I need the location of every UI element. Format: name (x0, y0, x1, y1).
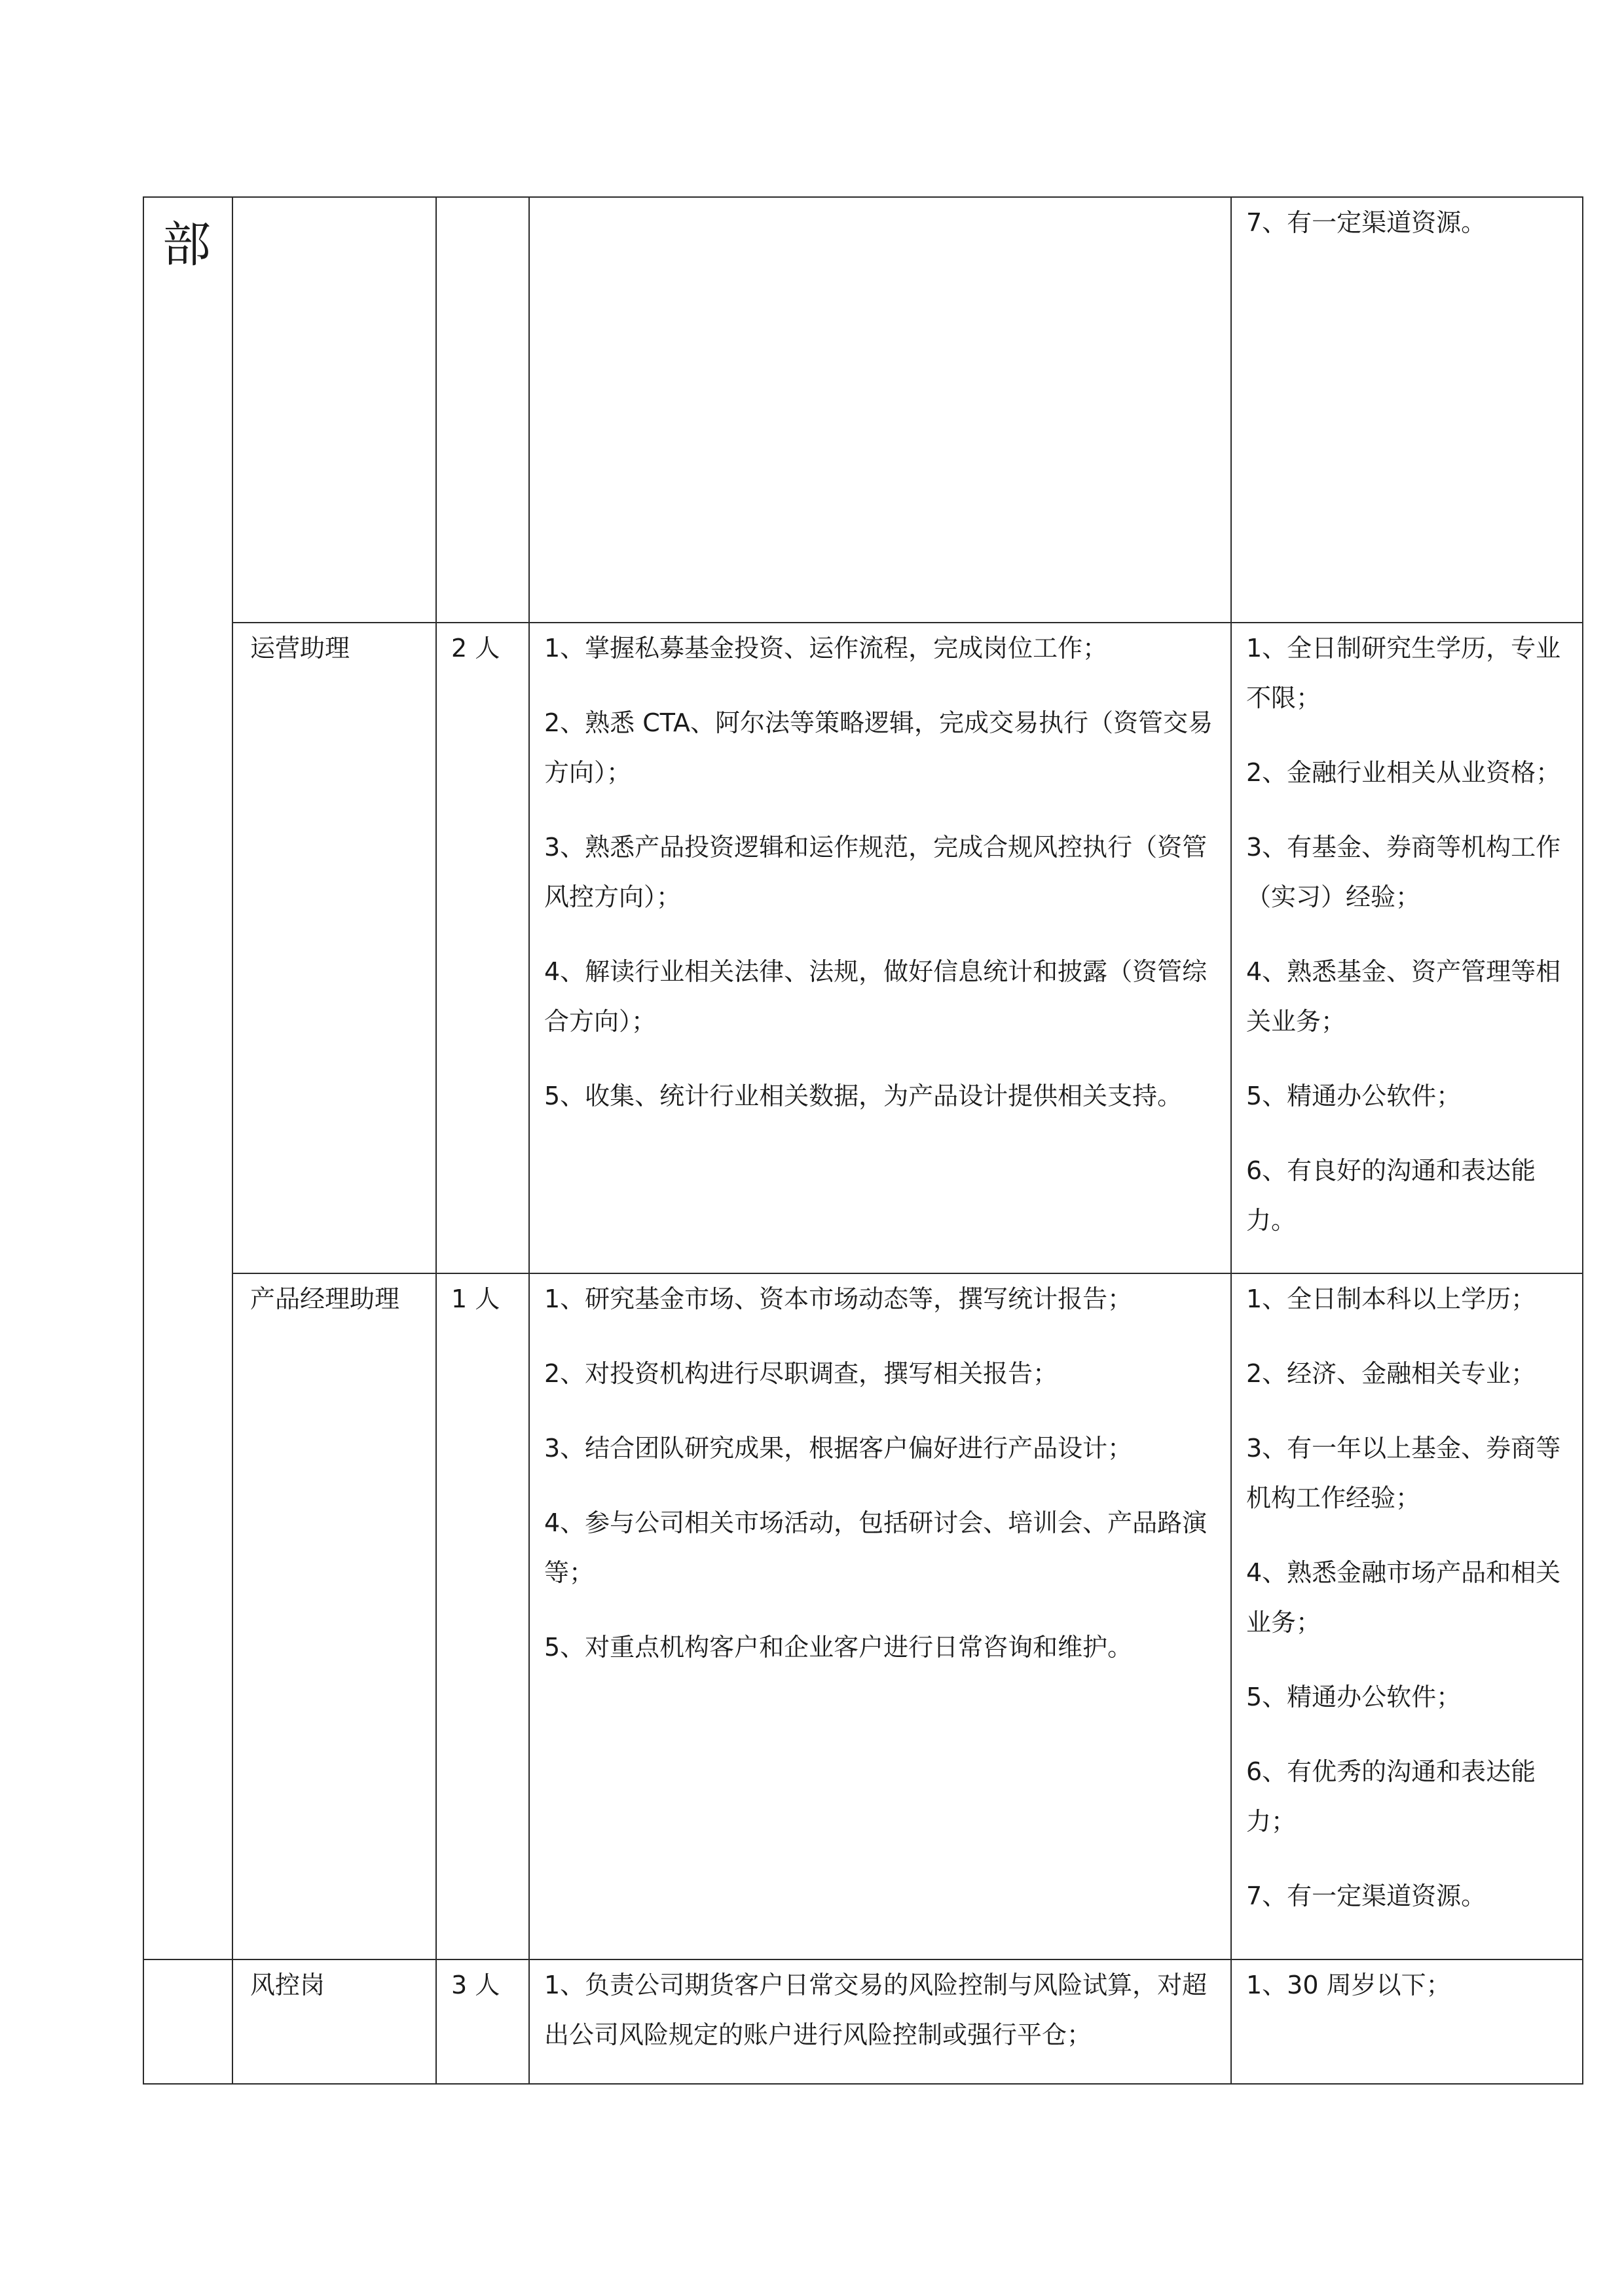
department-cell (143, 1959, 232, 2084)
headcount: 2 人 (451, 634, 500, 663)
requirement-item: 2、金融行业相关从业资格； (1246, 758, 1561, 787)
duty-item: 1、研究基金市场、资本市场动态等，撰写统计报告； (544, 1285, 1133, 1313)
requirement-item: 7、有一定渠道资源。 (1246, 1882, 1486, 1910)
table-row (143, 623, 1583, 1273)
duty-item: 4、参与公司相关市场活动，包括研讨会、培训会、产品路演等； (544, 1508, 1208, 1587)
headcount: 1 人 (451, 1285, 500, 1313)
table-row (143, 1959, 1583, 2084)
requirement-item: 5、精通办公软件； (1246, 1683, 1462, 1711)
requirement-item: 1、全日制研究生学历，专业不限； (1246, 634, 1561, 712)
duty-item: 1、掌握私募基金投资、运作流程，完成岗位工作； (544, 634, 1108, 663)
duties-cell (529, 197, 1231, 623)
requirement-item: 6、有优秀的沟通和表达能力； (1246, 1757, 1536, 1836)
position-cell (232, 623, 436, 1273)
count-cell (436, 1959, 529, 2084)
requirements-cell (1231, 623, 1583, 1273)
count-cell (436, 1273, 529, 1959)
requirement-item: 1、全日制本科以上学历； (1246, 1285, 1536, 1313)
requirement-item: 6、有良好的沟通和表达能力。 (1246, 1156, 1536, 1235)
position-cell (232, 1959, 436, 2084)
requirements-cell (1231, 197, 1583, 623)
duty-item: 4、解读行业相关法律、法规，做好信息统计和披露（资管综合方向）； (544, 957, 1208, 1036)
duty-item: 2、熟悉 CTA、阿尔法等策略逻辑，完成交易执行（资管交易方向）； (544, 708, 1213, 787)
requirement-item: 3、有一年以上基金、券商等机构工作经验； (1246, 1434, 1561, 1512)
table-row (143, 1273, 1583, 1959)
position-title: 运营助理 (250, 634, 350, 663)
count-cell (436, 197, 529, 623)
duty-item: 3、结合团队研究成果，根据客户偏好进行产品设计； (544, 1434, 1133, 1463)
duty-item: 1、负责公司期货客户日常交易的风险控制与风险试算，对超出公司风险规定的账户进行风险控制或强行平仓； (544, 1971, 1208, 2049)
duty-item: 5、收集、统计行业相关数据，为产品设计提供相关支持。 (544, 1082, 1183, 1110)
duties-cell (529, 1273, 1231, 1959)
job-table (143, 196, 1583, 2085)
requirements-cell (1231, 1273, 1583, 1959)
duty-item: 5、对重点机构客户和企业客户进行日常咨询和维护。 (544, 1633, 1133, 1662)
requirement-item: 3、有基金、券商等机构工作（实习）经验； (1246, 833, 1561, 911)
requirement-item: 1、30 周岁以下； (1246, 1971, 1451, 1999)
headcount: 3 人 (451, 1971, 500, 1999)
requirements-cell (1231, 1959, 1583, 2084)
department-label: 部 (162, 217, 211, 273)
duty-item: 2、对投资机构进行尽职调查，撰写相关报告； (544, 1359, 1058, 1388)
position-cell (232, 197, 436, 623)
position-title: 产品经理助理 (250, 1285, 400, 1313)
requirement-item: 2、经济、金融相关专业； (1246, 1359, 1536, 1388)
requirement-item: 7、有一定渠道资源。 (1246, 208, 1486, 237)
duties-cell (529, 623, 1231, 1273)
requirement-item: 5、精通办公软件； (1246, 1082, 1462, 1110)
duties-cell (529, 1959, 1231, 2084)
position-cell (232, 1273, 436, 1959)
department-cell (143, 197, 232, 1959)
count-cell (436, 623, 529, 1273)
requirement-item: 4、熟悉基金、资产管理等相关业务； (1246, 957, 1561, 1036)
table-row (143, 197, 1583, 623)
requirement-item: 4、熟悉金融市场产品和相关业务； (1246, 1558, 1561, 1637)
duty-item: 3、熟悉产品投资逻辑和运作规范，完成合规风控执行（资管风控方向）； (544, 833, 1208, 911)
position-title: 风控岗 (250, 1971, 325, 1999)
